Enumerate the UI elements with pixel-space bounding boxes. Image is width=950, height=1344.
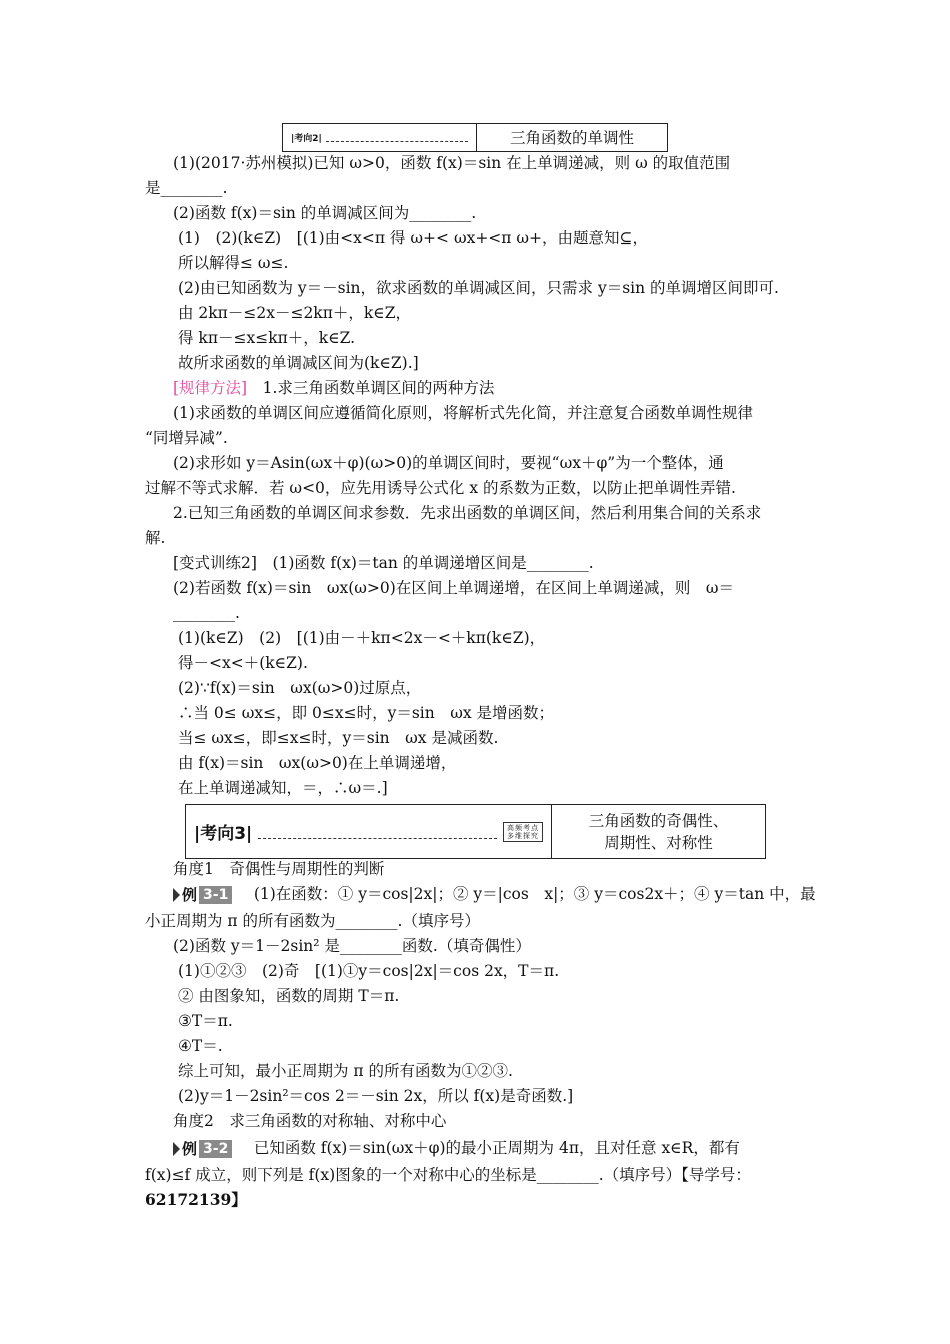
triangle-icon	[173, 888, 180, 902]
text-line: ② 由图象知，函数的周期 T＝π.	[178, 987, 400, 1005]
kaoxiang2-tag: |考向2|	[291, 134, 322, 144]
text-line: (2)∵f(x)＝sin ωx(ω>0)过原点，	[178, 679, 422, 697]
text-line: 当≤ ωx≤，即≤x≤时，y＝sin ωx 是减函数.	[178, 729, 499, 747]
text-line: [变式训练2] (1)函数 f(x)＝tan 的单调递增区间是________.	[173, 554, 594, 572]
text-line: (1)(2017·苏州模拟)已知 ω>0，函数 f(x)＝sin 在上单调递减，则 ω 的取值范围	[173, 154, 731, 172]
angle2-heading: 角度2 求三角函数的对称轴、对称中心	[173, 1112, 447, 1130]
angle1-heading: 角度1 奇偶性与周期性的判断	[173, 860, 385, 878]
text-line: 故所求函数的单调减区间为(k∈Z).]	[178, 354, 419, 372]
kaoxiang3-tag: |考向3|	[194, 824, 253, 844]
text-line: (2)函数 y＝1－2sin² 是________函数.（填奇偶性）	[173, 937, 531, 955]
kaoxiang3-tag-area	[186, 805, 552, 858]
example-number: 3-1	[199, 886, 232, 904]
text-line: “同增异减”.	[145, 429, 228, 447]
example-3-1-text: (1)在函数：① y＝cos|2x|；② y＝|cos x|；③ y＝cos2x＋；④ y＝tan 中，最	[238, 885, 816, 903]
example-number: 3-2	[199, 1140, 232, 1158]
kaoxiang3-title	[552, 805, 765, 858]
text-line: 2.已知三角函数的单调区间求参数．先求出函数的单调区间，然后利用集合间的关系求	[173, 504, 762, 522]
text-line: ∴当 0≤ ωx≤，即 0≤x≤时，y＝sin ωx 是增函数；	[178, 704, 555, 722]
text-line: ④T＝.	[178, 1037, 223, 1055]
text-line: 由 2kπ－≤2x－≤2kπ＋，k∈Z，	[178, 304, 412, 322]
example-3-2-line	[173, 1137, 740, 1160]
badge-line-1: 高频考点	[507, 823, 539, 832]
text-line: (2)求形如 y＝Asin(ωx＋φ)(ω>0)的单调区间时，要视“ωx＋φ”为一个整体，通	[173, 454, 724, 472]
text-line: 过解不等式求解．若 ω<0，应先用诱导公式化 x 的系数为正数，以防止把单调性弄错.	[145, 479, 736, 497]
example-3-2-tag	[173, 1138, 232, 1160]
text-line: f(x)≤f 成立，则下列是 f(x)图象的一个对称中心的坐标是________.（填序号）【导学号：	[145, 1166, 751, 1184]
method-line	[173, 377, 494, 399]
badge-line-2: 多维探究	[507, 831, 539, 840]
text-line: 综上可知，最小正周期为 π 的所有函数为①②③.	[178, 1062, 513, 1080]
method-label: [规律方法]	[173, 379, 248, 397]
text-line: (2)由已知函数为 y＝－sin，欲求函数的单调减区间，只需求 y＝sin 的单调增区间即可.	[178, 279, 779, 297]
text-line: ③T＝π.	[178, 1012, 233, 1030]
text-line: ________.	[173, 604, 240, 622]
method-title: 1.求三角函数单调区间的两种方法	[247, 379, 495, 397]
kaoxiang2-title: 三角函数的单调性	[509, 128, 634, 147]
kaoxiang3-dashes	[258, 824, 497, 839]
text-line: 得－<x<＋(k∈Z).	[178, 654, 308, 672]
kaoxiang3-badge	[503, 822, 543, 842]
text-line: (2)函数 f(x)＝sin 的单调减区间为________.	[173, 204, 477, 222]
triangle-icon	[173, 1142, 180, 1156]
text-line: 所以解得≤ ω≤.	[178, 254, 289, 272]
kaoxiang2-tag-area	[283, 124, 477, 151]
text-line: 是________.	[145, 179, 228, 197]
text-line: 在上单调递减知，＝，∴ω＝.]	[178, 779, 388, 797]
example-3-1-line	[173, 883, 816, 906]
text-line: (1)求函数的单调区间应遵循简化原则，将解析式先化简，并注意复合函数单调性规律	[173, 404, 753, 422]
example-label: 例	[182, 886, 198, 904]
text-line: (2)若函数 f(x)＝sin ωx(ω>0)在区间上单调递增，在区间上单调递减，则 ω＝	[173, 579, 734, 597]
text-line: (1) (2)(k∈Z) [(1)由<x<π 得 ω+< ωx+<π ω+，由题意知⊆，	[178, 229, 649, 247]
kaoxiang3-title-2: 周期性、对称性	[604, 833, 713, 852]
text-line: (1)(k∈Z) (2) [(1)由－＋kπ<2x－<＋kπ(k∈Z)，	[178, 629, 546, 647]
text-line: 由 f(x)＝sin ωx(ω>0)在上单调递增，	[178, 754, 457, 772]
example-3-1-tag	[173, 884, 232, 906]
text-line: (2)y＝1－2sin²＝cos 2＝－sin 2x，所以 f(x)是奇函数.]	[178, 1087, 574, 1105]
text-line: (1)①②③ (2)奇 [(1)①y＝cos|2x|＝cos 2x，T＝π.	[178, 962, 560, 980]
text-line: 62172139】	[145, 1190, 247, 1209]
kaoxiang2-header	[282, 123, 668, 152]
text-line: 小正周期为 π 的所有函数为________.（填序号）	[145, 912, 480, 930]
example-label: 例	[182, 1140, 198, 1158]
text-line: 解.	[145, 529, 166, 547]
example-3-2-text: 已知函数 f(x)＝sin(ωx＋φ)的最小正周期为 4π，且对任意 x∈R，都有	[238, 1139, 740, 1157]
kaoxiang3-title-1: 三角函数的奇偶性、	[588, 811, 729, 830]
text-line: 得 kπ－≤x≤kπ＋，k∈Z.	[178, 329, 356, 347]
kaoxiang3-header	[185, 804, 766, 859]
kaoxiang2-dashes	[326, 133, 468, 142]
